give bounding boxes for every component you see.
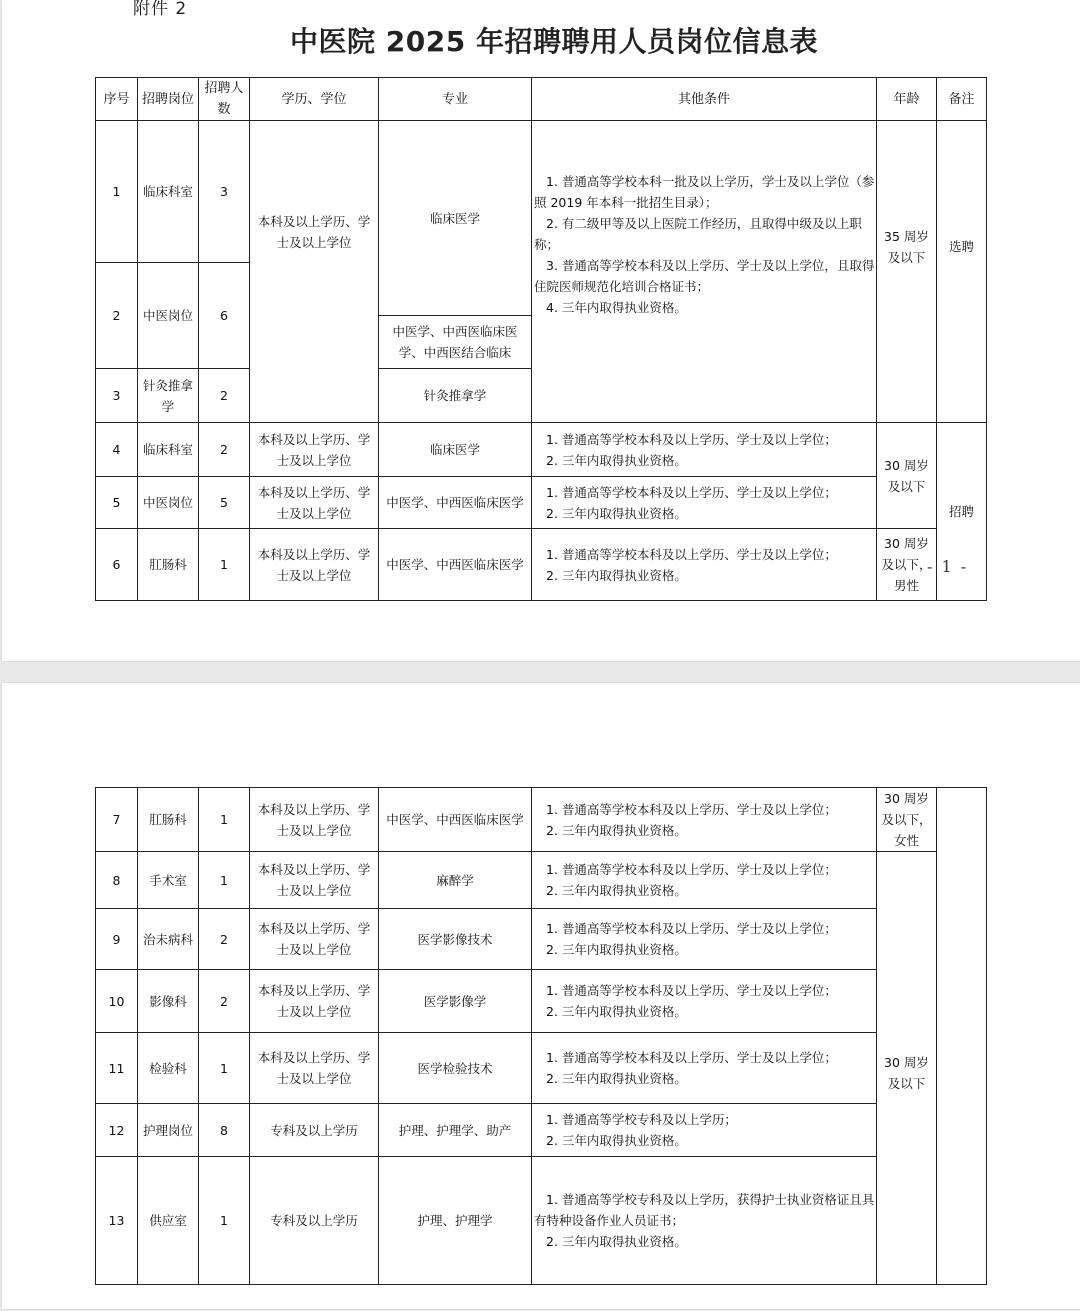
cell-education: 本科及以上学历、学士及以上学位 <box>250 909 379 970</box>
document-page-1 <box>2 0 1080 661</box>
condition-2: 2. 三年内取得执业资格。 <box>546 942 687 957</box>
cell-major: 中医学、中西医临床医学、中西医结合临床 <box>379 316 532 369</box>
table-row <box>96 121 987 263</box>
table-row <box>96 1033 987 1104</box>
cell-post: 检验科 <box>138 1033 199 1104</box>
cell-major: 临床医学 <box>379 423 532 477</box>
header-major: 专业 <box>379 78 532 121</box>
condition-2: 2. 有二级甲等及以上医院工作经历，且取得中级及以上职称； <box>534 216 862 252</box>
cell-post: 中医岗位 <box>138 477 199 529</box>
condition-2: 2. 三年内取得执业资格。 <box>546 452 687 468</box>
condition-1: 1. 普通高等学校本科及以上学历、学士及以上学位； <box>546 546 837 562</box>
condition-1: 1. 普通高等学校本科一批及以上学历，学士及以上学位（参照 2019 年本科一批招生目录）； <box>534 174 875 210</box>
cell-count: 1 <box>199 1033 250 1104</box>
cell-major: 针灸推拿学 <box>379 369 532 423</box>
cell-count: 3 <box>199 121 250 263</box>
condition-1: 1. 普通高等学校本科及以上学历、学士及以上学位； <box>546 921 837 936</box>
table-row <box>96 477 987 529</box>
positions-table-continued <box>95 787 987 1285</box>
cell-no: 6 <box>96 529 138 601</box>
cell-major: 临床医学 <box>379 121 532 316</box>
condition-2: 2. 三年内取得执业资格。 <box>546 883 687 898</box>
condition-1: 1. 普通高等学校本科及以上学历、学士及以上学位； <box>546 1050 837 1065</box>
cell-no: 1 <box>96 121 138 263</box>
cell-count: 8 <box>199 1104 250 1157</box>
cell-no: 3 <box>96 369 138 423</box>
cell-conditions <box>532 788 877 852</box>
cell-count: 6 <box>199 263 250 369</box>
cell-post: 中医岗位 <box>138 263 199 369</box>
cell-post: 影像科 <box>138 970 199 1033</box>
condition-1: 1. 普通高等学校本科及以上学历、学士及以上学位； <box>546 484 837 500</box>
condition-3: 3. 普通高等学校本科及以上学历、学士及以上学位，且取得住院医师规范化培训合格证书； <box>534 258 875 294</box>
condition-2: 2. 三年内取得执业资格。 <box>546 822 687 838</box>
cell-education: 本科及以上学历、学士及以上学位 <box>250 121 379 423</box>
cell-age: 30 周岁及以下 <box>877 423 937 529</box>
table-row <box>96 909 987 970</box>
cell-note: 选聘 <box>937 121 987 423</box>
cell-count: 5 <box>199 477 250 529</box>
page-number: - 1 - <box>927 557 969 576</box>
cell-conditions <box>532 1104 877 1157</box>
cell-major: 中医学、中西医临床医学 <box>379 529 532 601</box>
condition-1: 1. 普通高等学校本科及以上学历、学士及以上学位； <box>546 862 837 877</box>
header-age: 年龄 <box>877 78 937 121</box>
cell-no: 7 <box>96 788 138 852</box>
cell-conditions <box>532 1033 877 1104</box>
cell-note <box>937 788 987 1285</box>
cell-no: 2 <box>96 263 138 369</box>
cell-conditions <box>532 1157 877 1285</box>
condition-2: 2. 三年内取得执业资格。 <box>546 1004 687 1019</box>
header-education: 学历、学位 <box>250 78 379 121</box>
cell-count: 2 <box>199 970 250 1033</box>
cell-count: 1 <box>199 1157 250 1285</box>
cell-conditions <box>532 121 877 423</box>
cell-no: 12 <box>96 1104 138 1157</box>
cell-conditions <box>532 477 877 529</box>
cell-major: 中医学、中西医临床医学 <box>379 477 532 529</box>
cell-conditions <box>532 423 877 477</box>
cell-post: 肛肠科 <box>138 788 199 852</box>
cell-no: 11 <box>96 1033 138 1104</box>
cell-count: 2 <box>199 909 250 970</box>
cell-education: 本科及以上学历、学士及以上学位 <box>250 970 379 1033</box>
table-row <box>96 529 987 601</box>
condition-2: 2. 三年内取得执业资格。 <box>546 1071 687 1086</box>
cell-major: 医学检验技术 <box>379 1033 532 1104</box>
cell-major: 护理、护理学、助产 <box>379 1104 532 1157</box>
cell-age: 30 周岁及以下，女性 <box>877 788 937 852</box>
cell-no: 5 <box>96 477 138 529</box>
cell-education: 本科及以上学历、学士及以上学位 <box>250 1033 379 1104</box>
cell-post: 针灸推拿学 <box>138 369 199 423</box>
page-title: 中医院 2025 年招聘聘用人员岗位信息表 <box>290 25 818 58</box>
cell-major: 医学影像技术 <box>379 909 532 970</box>
cell-post: 临床科室 <box>138 423 199 477</box>
cell-conditions <box>532 529 877 601</box>
cell-post: 肛肠科 <box>138 529 199 601</box>
cell-no: 13 <box>96 1157 138 1285</box>
cell-count: 1 <box>199 529 250 601</box>
condition-2: 2. 三年内取得执业资格。 <box>546 1133 687 1148</box>
cell-post: 临床科室 <box>138 121 199 263</box>
cell-education: 专科及以上学历 <box>250 1157 379 1285</box>
cell-post: 护理岗位 <box>138 1104 199 1157</box>
condition-2: 2. 三年内取得执业资格。 <box>546 567 687 583</box>
cell-conditions <box>532 909 877 970</box>
cell-no: 4 <box>96 423 138 477</box>
condition-2: 2. 三年内取得执业资格。 <box>546 1234 687 1249</box>
cell-education: 专科及以上学历 <box>250 1104 379 1157</box>
cell-conditions <box>532 970 877 1033</box>
header-no: 序号 <box>96 78 138 121</box>
cell-age: 35 周岁及以下 <box>877 121 937 423</box>
cell-note: 招聘 <box>937 423 987 601</box>
cell-major: 护理、护理学 <box>379 1157 532 1285</box>
condition-1: 1. 普通高等学校本科及以上学历、学士及以上学位； <box>546 801 837 817</box>
condition-1: 1. 普通高等学校专科及以上学历，获得护士执业资格证且具有特种设备作业人员证书； <box>534 1192 875 1228</box>
cell-age: 30 周岁及以下，男性 <box>877 529 937 601</box>
attachment-label: 附件 2 <box>133 0 188 19</box>
cell-education: 本科及以上学历、学士及以上学位 <box>250 477 379 529</box>
cell-post: 手术室 <box>138 852 199 909</box>
positions-table <box>95 77 987 601</box>
cell-count: 2 <box>199 423 250 477</box>
cell-count: 1 <box>199 788 250 852</box>
cell-count: 1 <box>199 852 250 909</box>
cell-major: 医学影像学 <box>379 970 532 1033</box>
cell-education: 本科及以上学历、学士及以上学位 <box>250 423 379 477</box>
cell-education: 本科及以上学历、学士及以上学位 <box>250 852 379 909</box>
header-count: 招聘人数 <box>199 78 250 121</box>
table-header-row <box>96 78 987 121</box>
header-post: 招聘岗位 <box>138 78 199 121</box>
cell-no: 8 <box>96 852 138 909</box>
cell-post: 治未病科 <box>138 909 199 970</box>
cell-conditions <box>532 852 877 909</box>
condition-4: 4. 三年内取得执业资格。 <box>546 300 687 315</box>
cell-no: 10 <box>96 970 138 1033</box>
header-conditions: 其他条件 <box>532 78 877 121</box>
cell-post: 供应室 <box>138 1157 199 1285</box>
cell-education: 本科及以上学历、学士及以上学位 <box>250 788 379 852</box>
table-row <box>96 970 987 1033</box>
document-page-2 <box>2 683 1080 1309</box>
cell-no: 9 <box>96 909 138 970</box>
condition-1: 1. 普通高等学校专科及以上学历； <box>546 1112 737 1127</box>
condition-1: 1. 普通高等学校本科及以上学历、学士及以上学位； <box>546 431 837 447</box>
table-row <box>96 1157 987 1285</box>
cell-education: 本科及以上学历、学士及以上学位 <box>250 529 379 601</box>
cell-age: 30 周岁及以下 <box>877 852 937 1285</box>
table-row <box>96 423 987 477</box>
cell-major: 麻醉学 <box>379 852 532 909</box>
cell-major: 中医学、中西医临床医学 <box>379 788 532 852</box>
table-row <box>96 1104 987 1157</box>
table-row <box>96 852 987 909</box>
header-note: 备注 <box>937 78 987 121</box>
cell-count: 2 <box>199 369 250 423</box>
condition-2: 2. 三年内取得执业资格。 <box>546 505 687 521</box>
table-row <box>96 788 987 852</box>
condition-1: 1. 普通高等学校本科及以上学历、学士及以上学位； <box>546 983 837 998</box>
